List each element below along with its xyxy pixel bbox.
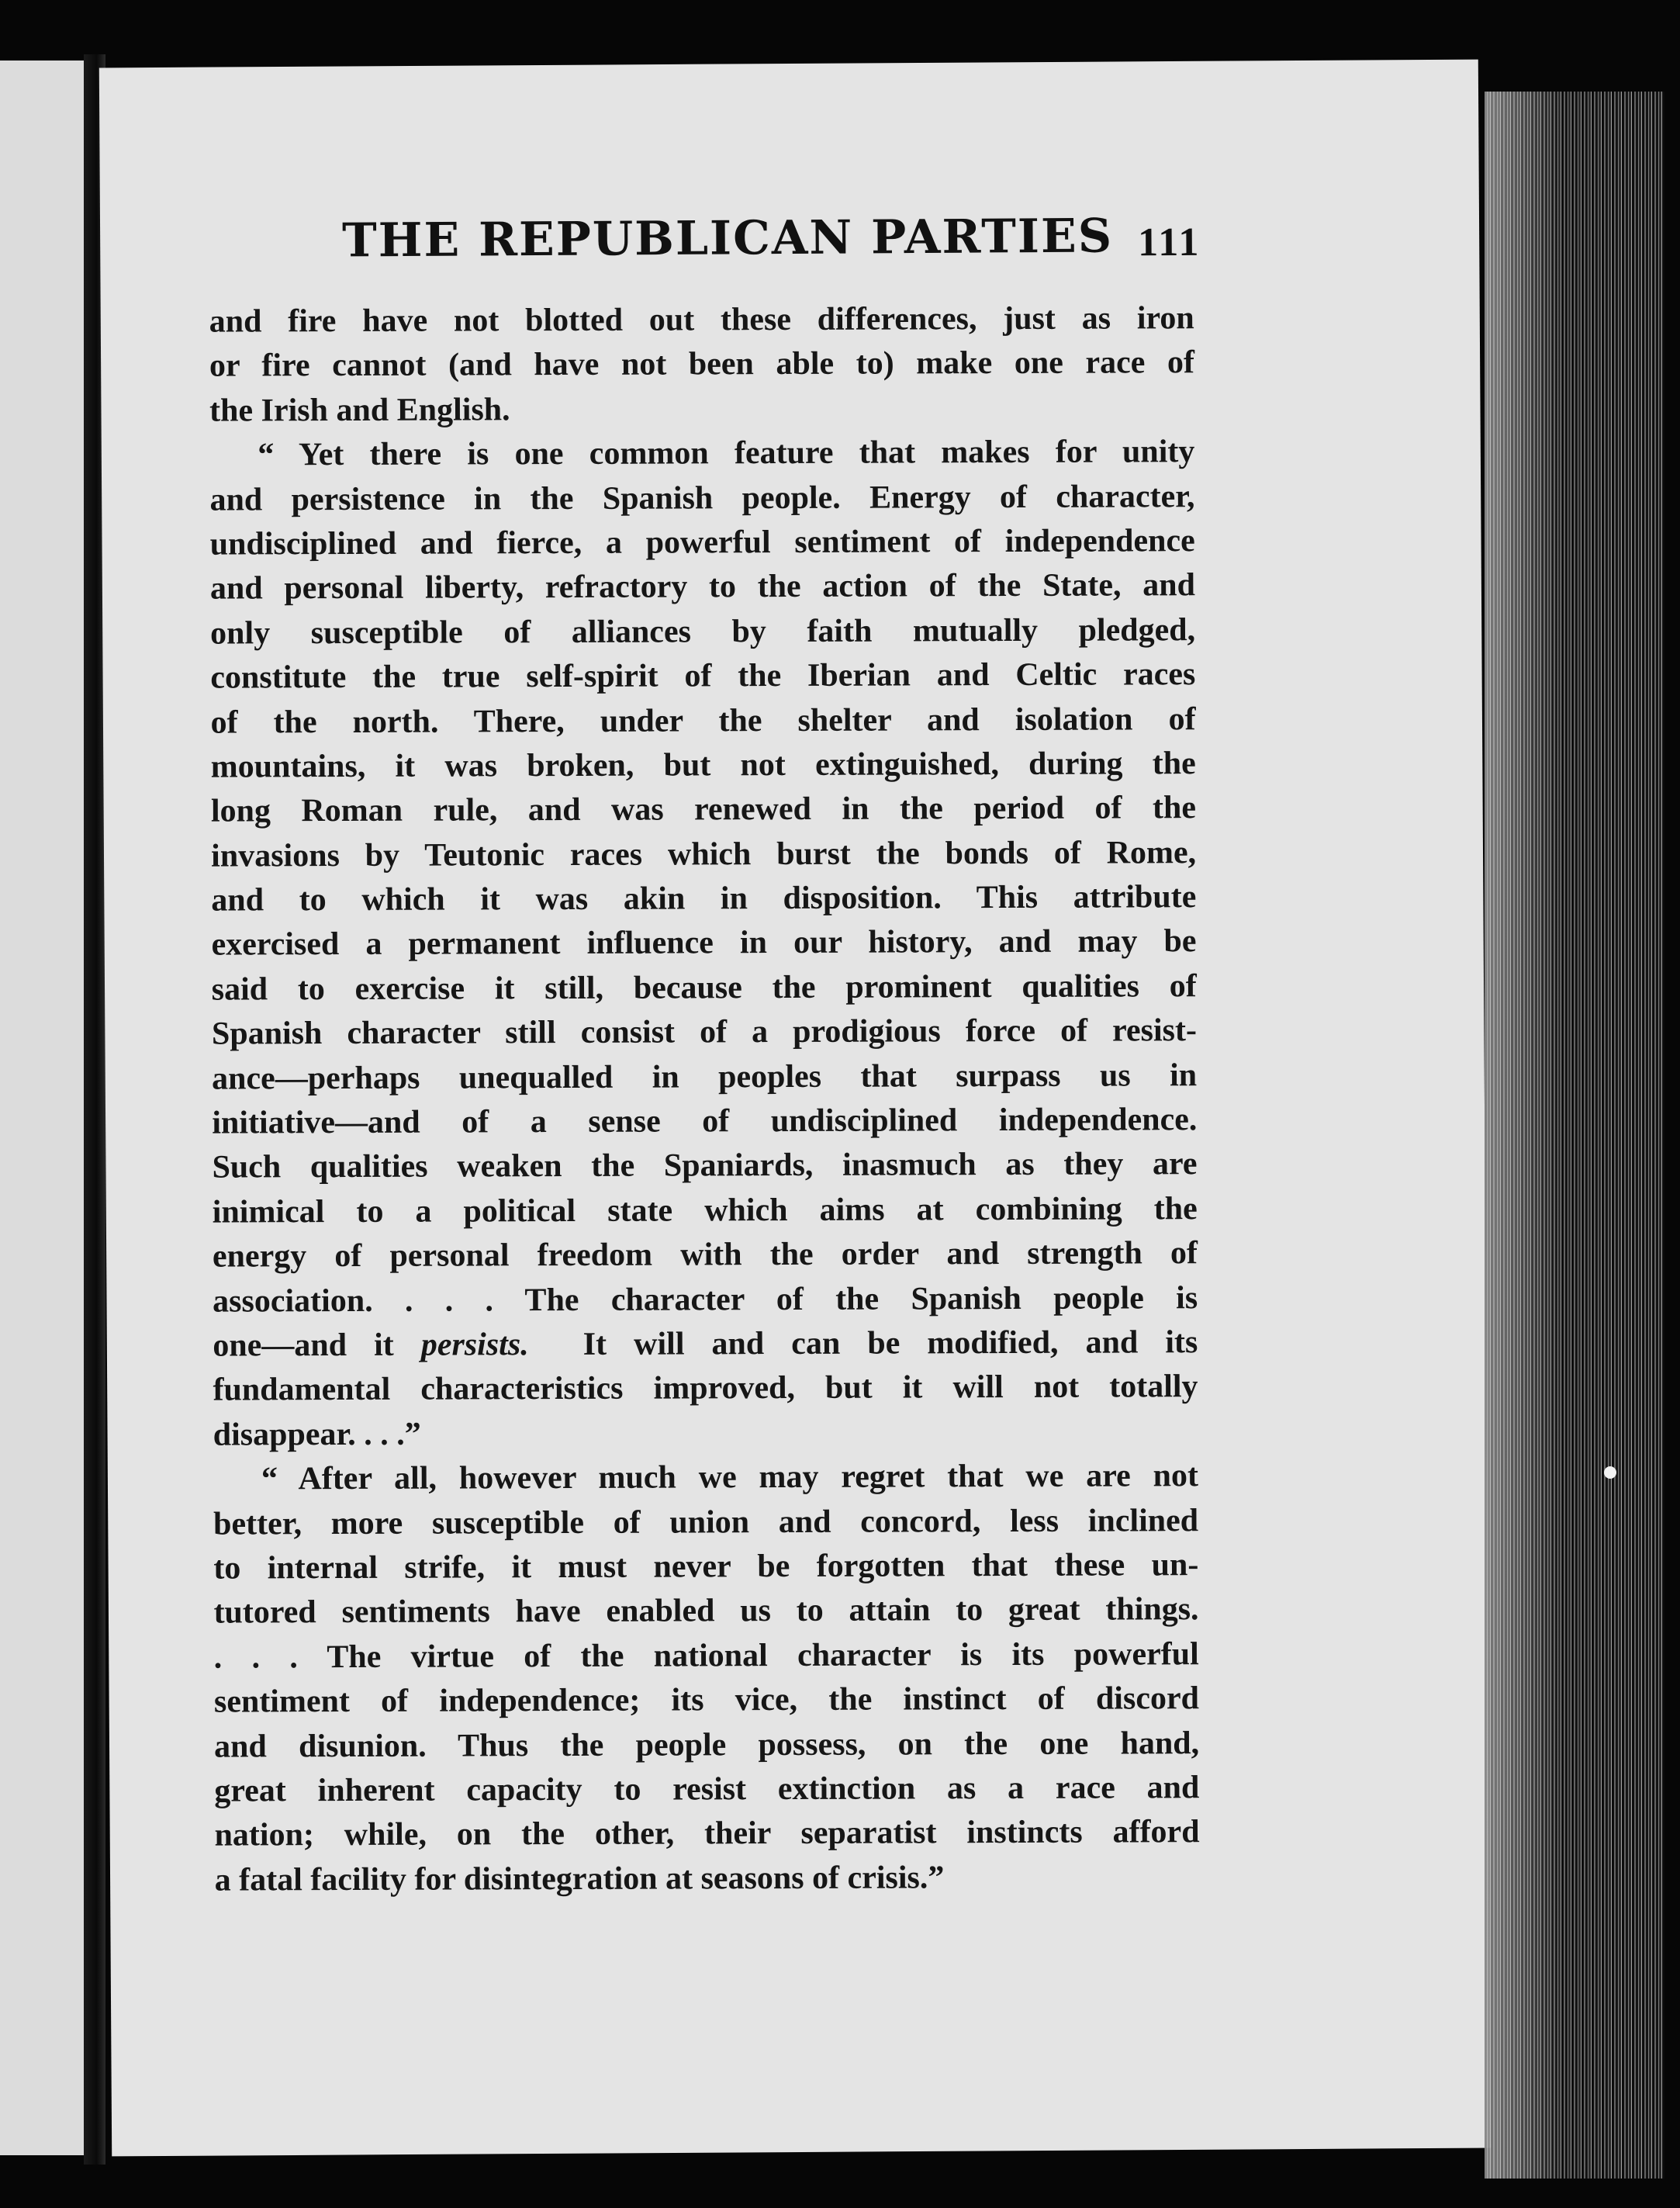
text-line: “ After all, however much we may regret that we are not [261,1458,1199,1497]
text-segment: one—and it [213,1327,421,1364]
text-line: inimical to a political state which aims at combining the [212,1190,1198,1230]
text-line: said to exercise it still, because the prominent qualities of [211,968,1197,1008]
text-line: initiative—and of a sense of undisciplined independence. [212,1102,1198,1141]
book-page [99,60,1491,2157]
text-line: . . . The virtue of the national character is its powerful [213,1635,1199,1676]
text-line: and to which it was akin in disposition. This attribute [211,879,1197,919]
text-line: the Irish and English. [209,392,510,429]
text-line: sentiment of independence; its vice, the instinct of discord [213,1680,1200,1720]
text-line: and persistence in the Spanish people. Energy of character, [209,478,1195,518]
text-line: mountains, it was broken, but not extinguished, during the [210,746,1196,785]
text-line: better, more susceptible of union and concord, less inclined [213,1502,1199,1542]
text-line: association. . . . The character of the Spanish people is [213,1279,1198,1320]
italic-word: persists. [420,1327,529,1363]
page-fore-edge-highlight [1485,92,1562,2179]
text-line: nation; while, on the other, their separatist instincts afford [214,1814,1200,1853]
text-line: tutored sentiments have enabled us to attain to great things. [213,1591,1199,1631]
body-text [209,296,1200,1902]
text-line: constitute the true self-spirit of the Iberian and Celtic races [210,656,1196,696]
text-line: only susceptible of alliances by faith mutually pledged, [210,611,1196,652]
text-line-with-italic [213,1320,1198,1369]
text-line: undisciplined and fierce, a powerful sentiment of independence [209,523,1195,562]
text-line: to internal strife, it must never be forgotten that these un- [213,1547,1199,1587]
text-line: and fire have not blotted out these differences, just as iron [209,300,1194,340]
text-line: fundamental characteristics improved, but it will not totally [213,1369,1198,1408]
scan-dust-spot [1604,1466,1616,1479]
text-line: Spanish character still consist of a prodigious force of resist- [211,1012,1197,1052]
text-line: Such qualities weaken the Spaniards, inasmuch as they are [212,1146,1198,1186]
text-line: invasions by Teutonic races which burst the bonds of Rome, [211,834,1197,874]
text-line: a fatal facility for disintegration at seasons of crisis.” [214,1859,945,1898]
facing-page-edge [0,61,84,2155]
text-line: ance—perhaps unequalled in peoples that surpass us in [212,1057,1198,1097]
text-line: disappear. . . .” [213,1416,421,1453]
text-line: great inherent capacity to resist extinction as a race and [214,1770,1200,1809]
text-line: “ Yet there is one common feature that makes for unity [258,434,1195,473]
text-line: long Roman rule, and was renewed in the period of the [210,790,1196,829]
text-line: of the north. There, under the shelter and isolation of [210,701,1196,741]
text-line: and disunion. Thus the people possess, on the one hand, [214,1725,1200,1765]
running-head-title: THE REPUBLICAN PARTIES [341,209,1114,268]
page-number: 111 [1138,220,1201,265]
text-line: and personal liberty, refractory to the action of the State, and [209,567,1195,607]
text-line: energy of personal freedom with the order and strength of [212,1235,1198,1275]
text-line: exercised a permanent influence in our history, and may be [211,923,1197,964]
text-line: or fire cannot (and have not been able to) make one race of [209,344,1194,384]
text-segment: It will and can be modified, and its [528,1324,1198,1363]
